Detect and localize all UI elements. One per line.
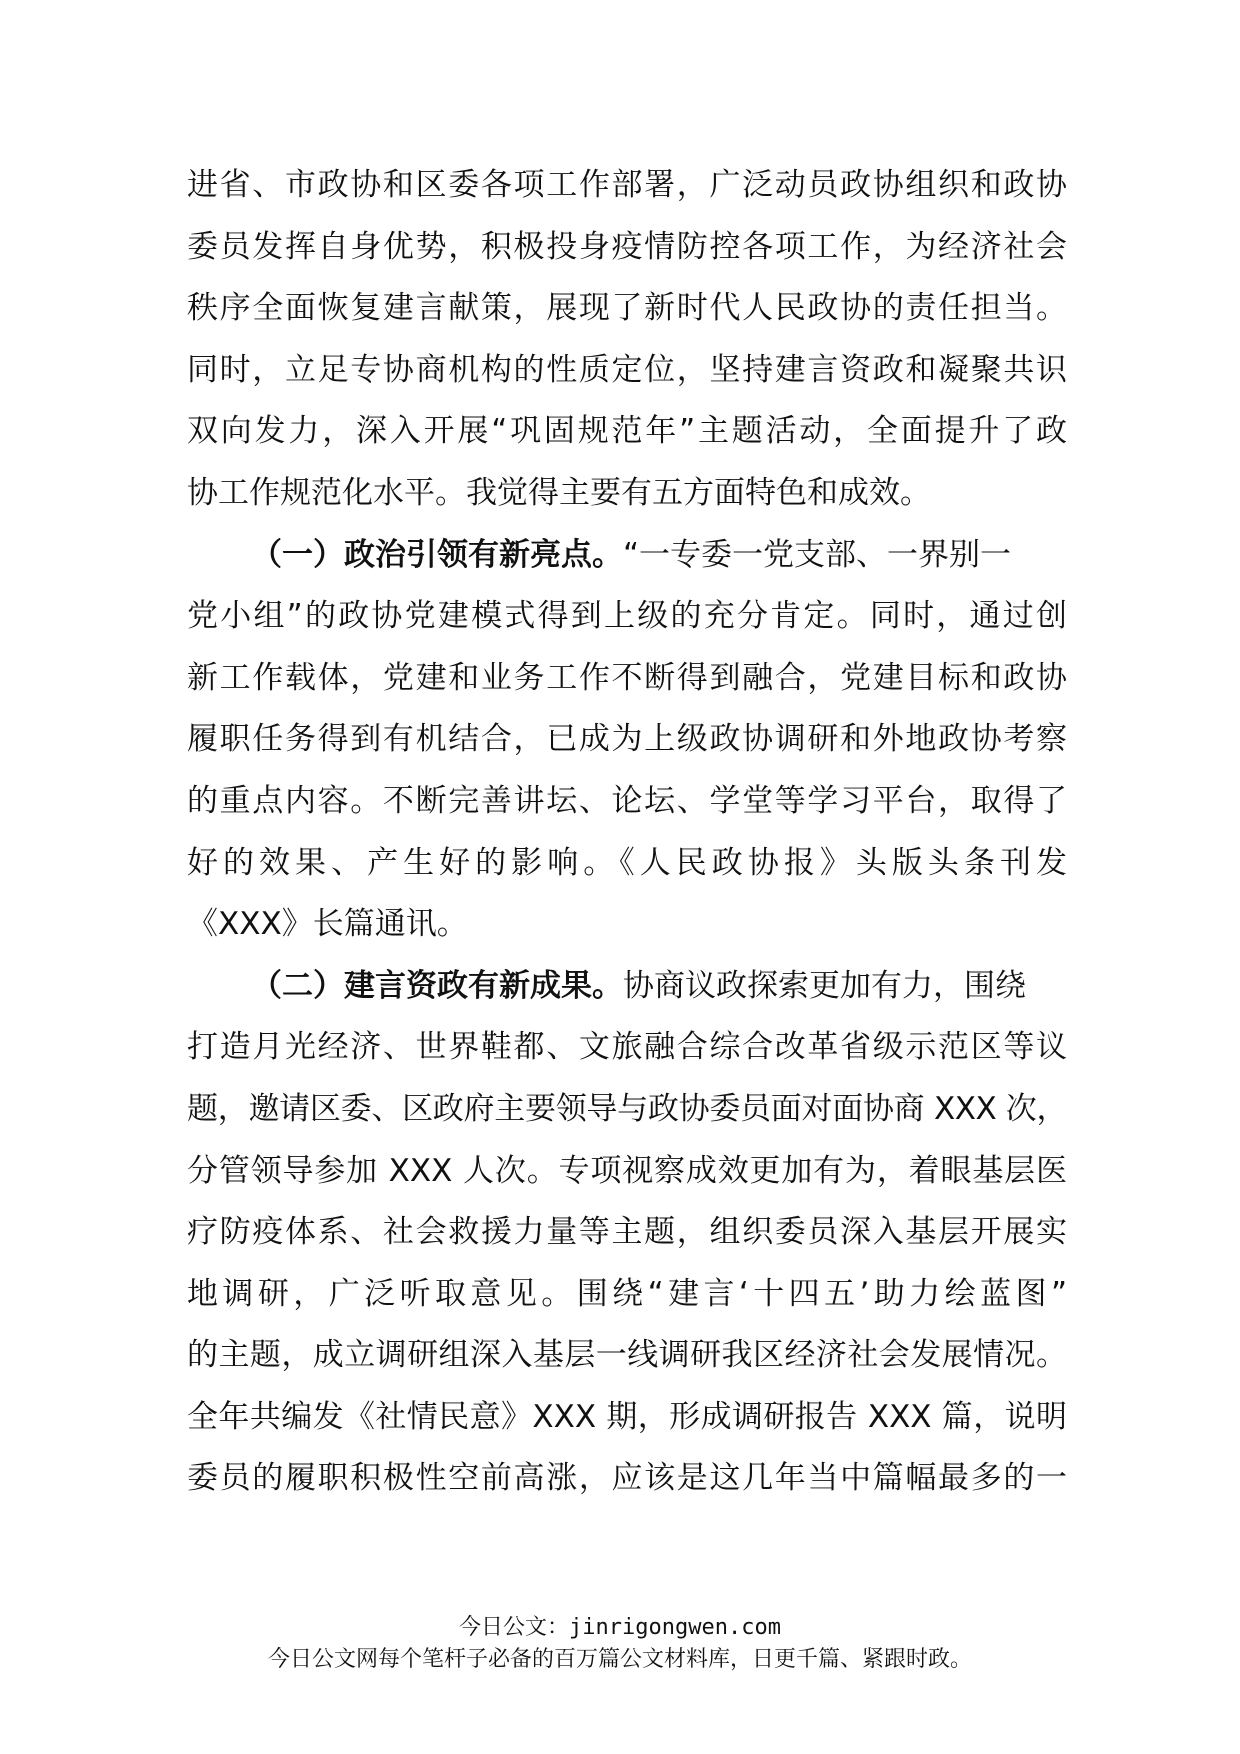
p3-line-7: 的主题，成立调研组深入基层一线调研我区经济社会发展情况。	[187, 1337, 1067, 1374]
p3-line-4: 分管领导参加 XXX 人次。专项视察成效更加有为，着眼基层医	[187, 1152, 1067, 1189]
section-heading-1: （一）政治引领有新亮点。	[251, 536, 623, 573]
p2-line-7: 《XXX》长篇通讯。	[187, 906, 468, 943]
p2-line-3: 新工作载体，党建和业务工作不断得到融合，党建目标和政协	[187, 659, 1067, 696]
p3-line-5: 疗防疫体系、社会救援力量等主题，组织委员深入基层开展实	[187, 1214, 1067, 1251]
p1-line-4: 同时，立足专协商机构的性质定位，坚持建言资政和凝聚共识	[187, 351, 1067, 388]
p3-line-2: 打造月光经济、世界鞋都、文旅融合综合改革省级示范区等议	[187, 1029, 1067, 1066]
p1-line-3: 秩序全面恢复建言献策，展现了新时代人民政协的责任担当。	[187, 290, 1067, 327]
p3-line-8: 全年共编发《社情民意》XXX 期，形成调研报告 XXX 篇，说明	[187, 1398, 1067, 1435]
p2-line-2: 党小组”的政协党建模式得到上级的充分肯定。同时，通过创	[187, 598, 1067, 635]
p1-line-2: 委员发挥自身优势，积极投身疫情防控各项工作，为经济社会	[187, 228, 1067, 265]
p1-line-5: 双向发力，深入开展“巩固规范年”主题活动，全面提升了政	[187, 413, 1067, 450]
p3-first-line-text: 协商议政探索更加有力，围绕	[623, 967, 1026, 1004]
document-body	[187, 155, 1067, 1510]
p3-first-line	[187, 956, 1067, 1018]
p2-line-5: 的重点内容。不断完善讲坛、论坛、学堂等学习平台，取得了	[187, 782, 1067, 819]
p3-line-6: 地调研，广泛听取意见。围绕“建言‘十四五’助力绘蓝图”	[187, 1275, 1067, 1312]
footer-site-link[interactable]: 今日公文：jinrigongwen.com	[459, 1615, 781, 1640]
footer-slogan: 今日公文网每个笔杆子必备的百万篇公文材料库，日更千篇、紧跟时政。	[267, 1647, 972, 1672]
p3-line-9: 委员的履职积极性空前高涨，应该是这几年当中篇幅最多的一	[187, 1460, 1067, 1497]
p1-line-6: 协工作规范化水平。我觉得主要有五方面特色和成效。	[187, 474, 931, 511]
section-heading-2: （二）建言资政有新成果。	[251, 967, 623, 1004]
p1-line-1: 进省、市政协和区委各项工作部署，广泛动员政协组织和政协	[187, 167, 1067, 203]
p2-line-6: 好的效果、产生好的影响。《人民政协报》头版头条刊发	[187, 844, 1067, 881]
p2-first-line-text: “一专委一党支部、一界别一	[623, 536, 1012, 573]
p2-first-line	[187, 525, 1067, 587]
p3-line-3: 题，邀请区委、区政府主要领导与政协委员面对面协商 XXX 次，	[187, 1090, 1067, 1127]
p2-line-4: 履职任务得到有机结合，已成为上级政协调研和外地政协考察	[187, 721, 1067, 758]
